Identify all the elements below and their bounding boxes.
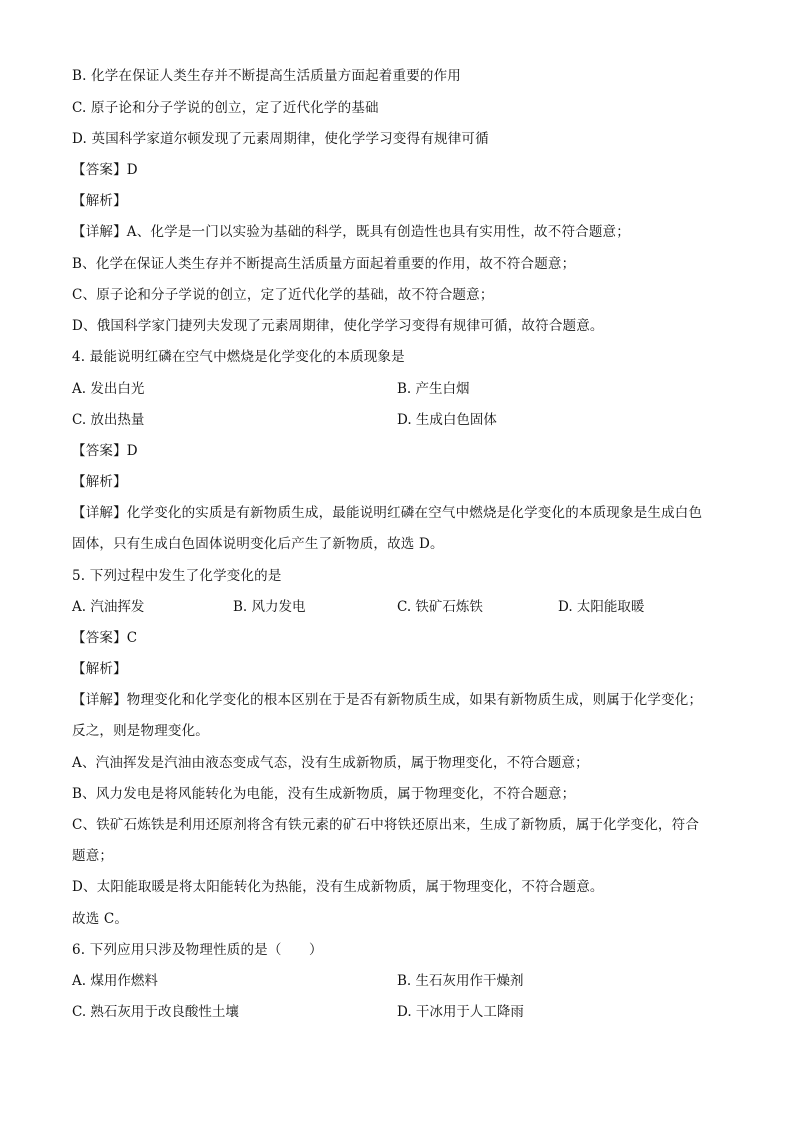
- q6-option-b: B. 生石灰用作干燥剂: [397, 973, 524, 989]
- q4-option-a: A. 发出白光: [72, 381, 145, 397]
- q5-detail-line: 反之，则是物理变化。: [72, 723, 209, 739]
- q3-option-d: D. 英国科学家道尔顿发现了元素周期律，使化学学习变得有规律可循: [72, 131, 489, 147]
- q4-answer: 【答案】D: [72, 443, 138, 459]
- q5-analysis-label: 【解析】: [72, 661, 127, 677]
- q5-option-d: D. 太阳能取暖: [558, 599, 645, 615]
- q3-option-b: B. 化学在保证人类生存并不断提高生活质量方面起着重要的作用: [72, 68, 462, 84]
- q5-answer: 【答案】C: [72, 630, 138, 646]
- q4-detail-line: 【详解】化学变化的实质是有新物质生成，最能说明红磷在空气中燃烧是化学变化的本质现象是生成白色: [72, 505, 703, 521]
- q4-option-b: B. 产生白烟: [397, 381, 470, 397]
- q3-analysis-label: 【解析】: [72, 193, 127, 209]
- q5-option-a: A. 汽油挥发: [72, 599, 145, 615]
- q5-conclusion: 故选 C。: [72, 911, 129, 927]
- q5-detail-line: A、汽油挥发是汽油由液态变成气态，没有生成新物质，属于物理变化，不符合题意；: [72, 755, 589, 771]
- q3-answer: 【答案】D: [72, 162, 138, 178]
- q6-option-c: C. 熟石灰用于改良酸性土壤: [72, 1004, 239, 1020]
- q4-option-d: D. 生成白色固体: [397, 412, 497, 428]
- q5-detail-line: D、太阳能取暖是将太阳能转化为热能，没有生成新物质，属于物理变化，不符合题意。: [72, 879, 604, 895]
- q6-stem: 6. 下列应用只涉及物理性质的是（ ）: [72, 942, 323, 958]
- q6-option-d: D. 干冰用于人工降雨: [397, 1004, 524, 1020]
- q3-option-c: C. 原子论和分子学说的创立，定了近代化学的基础: [72, 100, 379, 116]
- q5-stem: 5. 下列过程中发生了化学变化的是: [72, 568, 282, 584]
- q5-detail-line: B、风力发电是将风能转化为电能，没有生成新物质，属于物理变化，不符合题意；: [72, 786, 576, 802]
- q4-stem: 4. 最能说明红磷在空气中燃烧是化学变化的本质现象是: [72, 349, 405, 365]
- q5-detail-line: 【详解】物理变化和化学变化的根本区别在于是否有新物质生成，如果有新物质生成，则属于化学变化；: [72, 692, 703, 708]
- q3-detail-line: D、俄国科学家门捷列夫发现了元素周期律，使化学学习变得有规律可循，故符合题意。: [72, 318, 604, 334]
- q5-option-c: C. 铁矿石炼铁: [397, 599, 483, 615]
- q6-option-a: A. 煤用作燃料: [72, 973, 158, 989]
- q4-option-c: C. 放出热量: [72, 412, 145, 428]
- q3-detail-line: 【详解】A、化学是一门以实验为基础的科学，既具有创造性也具有实用性，故不符合题意；: [72, 224, 630, 240]
- q3-detail-line: B、化学在保证人类生存并不断提高生活质量方面起着重要的作用，故不符合题意；: [72, 256, 576, 272]
- q5-detail-line: 题意；: [72, 848, 114, 864]
- q4-analysis-label: 【解析】: [72, 474, 127, 490]
- q4-detail-line: 固体，只有生成白色固体说明变化后产生了新物质，故选 D。: [72, 536, 444, 552]
- q5-detail-line: C、铁矿石炼铁是利用还原剂将含有铁元素的矿石中将铁还原出来，生成了新物质，属于化学变化，符合: [72, 817, 700, 833]
- q3-detail-line: C、原子论和分子学说的创立，定了近代化学的基础，故不符合题意；: [72, 287, 494, 303]
- q5-option-b: B. 风力发电: [233, 599, 306, 615]
